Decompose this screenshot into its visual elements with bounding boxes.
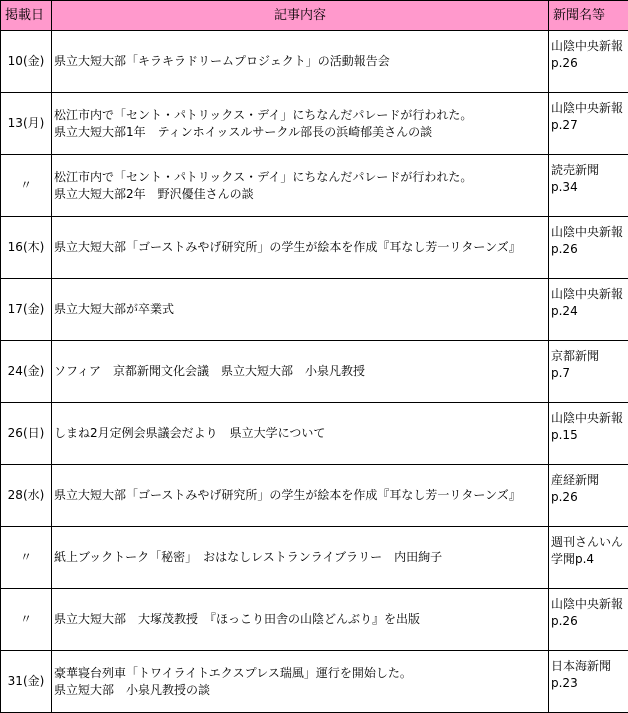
content-cell xyxy=(52,341,549,403)
table-row xyxy=(1,403,628,465)
table-row xyxy=(1,465,628,527)
header-row xyxy=(1,1,628,31)
date-cell: 17(金) xyxy=(1,279,52,341)
content-cell xyxy=(52,155,549,217)
paper-name: 山陰中央新報 xyxy=(551,286,626,303)
page-number: p.26 xyxy=(551,241,626,258)
content-line: 紙上ブックトーク「秘密」 おはなしレストランライブラリー 内田絢子 xyxy=(54,549,546,566)
content-line: 県立短大部 小泉凡教授の談 xyxy=(54,682,546,699)
page-number: p.34 xyxy=(551,179,626,196)
paper-cell xyxy=(549,589,628,651)
paper-cell xyxy=(549,155,628,217)
paper-cell xyxy=(549,403,628,465)
content-cell xyxy=(52,527,549,589)
content-cell xyxy=(52,279,549,341)
content-line: 松江市内で「セント・パトリックス・デイ」にちなんだパレードが行われた。 xyxy=(54,169,546,186)
content-line: 県立大短大部 大塚茂教授 『ほっこり田舎の山陰どんぶり』を出版 xyxy=(54,611,546,628)
paper-cell xyxy=(549,341,628,403)
paper-cell xyxy=(549,217,628,279)
paper-name: 山陰中央新報 xyxy=(551,38,626,55)
date-cell: 13(月) xyxy=(1,93,52,155)
content-cell xyxy=(52,93,549,155)
paper-name: 日本海新聞 xyxy=(551,658,626,675)
content-cell xyxy=(52,403,549,465)
paper-name: 週刊さんいん xyxy=(551,534,626,551)
paper-cell xyxy=(549,279,628,341)
date-cell: 〃 xyxy=(1,155,52,217)
date-cell: 31(金) xyxy=(1,651,52,713)
paper-name: 山陰中央新報 xyxy=(551,100,626,117)
table-row xyxy=(1,31,628,93)
date-cell: 10(金) xyxy=(1,31,52,93)
paper-cell xyxy=(549,527,628,589)
date-cell: 16(木) xyxy=(1,217,52,279)
table-row xyxy=(1,93,628,155)
header-date: 掲載日 xyxy=(1,1,52,31)
content-line: 県立大短大部が卒業式 xyxy=(54,301,546,318)
table-row xyxy=(1,155,628,217)
page-number: p.26 xyxy=(551,489,626,506)
content-cell xyxy=(52,651,549,713)
content-cell xyxy=(52,589,549,651)
content-line: ソフィア 京都新聞文化会議 県立大短大部 小泉凡教授 xyxy=(54,363,546,380)
paper-cell xyxy=(549,651,628,713)
page-number: p.23 xyxy=(551,675,626,692)
table-row xyxy=(1,589,628,651)
content-cell xyxy=(52,465,549,527)
paper-name: 京都新聞 xyxy=(551,348,626,365)
paper-cell xyxy=(549,93,628,155)
content-cell xyxy=(52,31,549,93)
date-cell: 〃 xyxy=(1,589,52,651)
page-number: p.26 xyxy=(551,55,626,72)
content-line: 県立大短大部2年 野沢優佳さんの談 xyxy=(54,186,546,203)
paper-name: 山陰中央新報 xyxy=(551,410,626,427)
date-cell: 24(金) xyxy=(1,341,52,403)
content-line: 県立大短大部「ゴーストみやげ研究所」の学生が絵本を作成『耳なし芳一リターンズ』 xyxy=(54,487,546,504)
table-row xyxy=(1,527,628,589)
content-line: しまね2月定例会県議会だより 県立大学について xyxy=(54,425,546,442)
paper-name: 山陰中央新報 xyxy=(551,224,626,241)
table-row xyxy=(1,651,628,713)
page-number: 学聞p.4 xyxy=(551,551,626,568)
page-number: p.27 xyxy=(551,117,626,134)
table-row xyxy=(1,279,628,341)
header-content: 記事内容 xyxy=(52,1,549,31)
page-number: p.7 xyxy=(551,365,626,382)
content-line: 豪華寝台列車「トワイライトエクスプレス瑞風」運行を開始した。 xyxy=(54,665,546,682)
paper-cell xyxy=(549,465,628,527)
page-number: p.24 xyxy=(551,303,626,320)
paper-name: 読売新聞 xyxy=(551,162,626,179)
date-cell: 26(日) xyxy=(1,403,52,465)
date-cell: 〃 xyxy=(1,527,52,589)
content-line: 県立大短大部「キラキラドリームプロジェクト」の活動報告会 xyxy=(54,53,546,70)
content-line: 県立大短大部「ゴーストみやげ研究所」の学生が絵本を作成『耳なし芳一リターンズ』 xyxy=(54,239,546,256)
paper-name: 山陰中央新報 xyxy=(551,596,626,613)
content-line: 松江市内で「セント・パトリックス・デイ」にちなんだパレードが行われた。 xyxy=(54,107,546,124)
paper-name: 産経新聞 xyxy=(551,472,626,489)
date-cell: 28(水) xyxy=(1,465,52,527)
header-paper: 新聞名等 xyxy=(549,1,628,31)
table-row xyxy=(1,217,628,279)
paper-cell xyxy=(549,31,628,93)
page-number: p.15 xyxy=(551,427,626,444)
content-line: 県立大短大部1年 ティンホイッスルサークル部長の浜崎郁美さんの談 xyxy=(54,124,546,141)
table-row xyxy=(1,341,628,403)
content-cell xyxy=(52,217,549,279)
page-number: p.26 xyxy=(551,613,626,630)
